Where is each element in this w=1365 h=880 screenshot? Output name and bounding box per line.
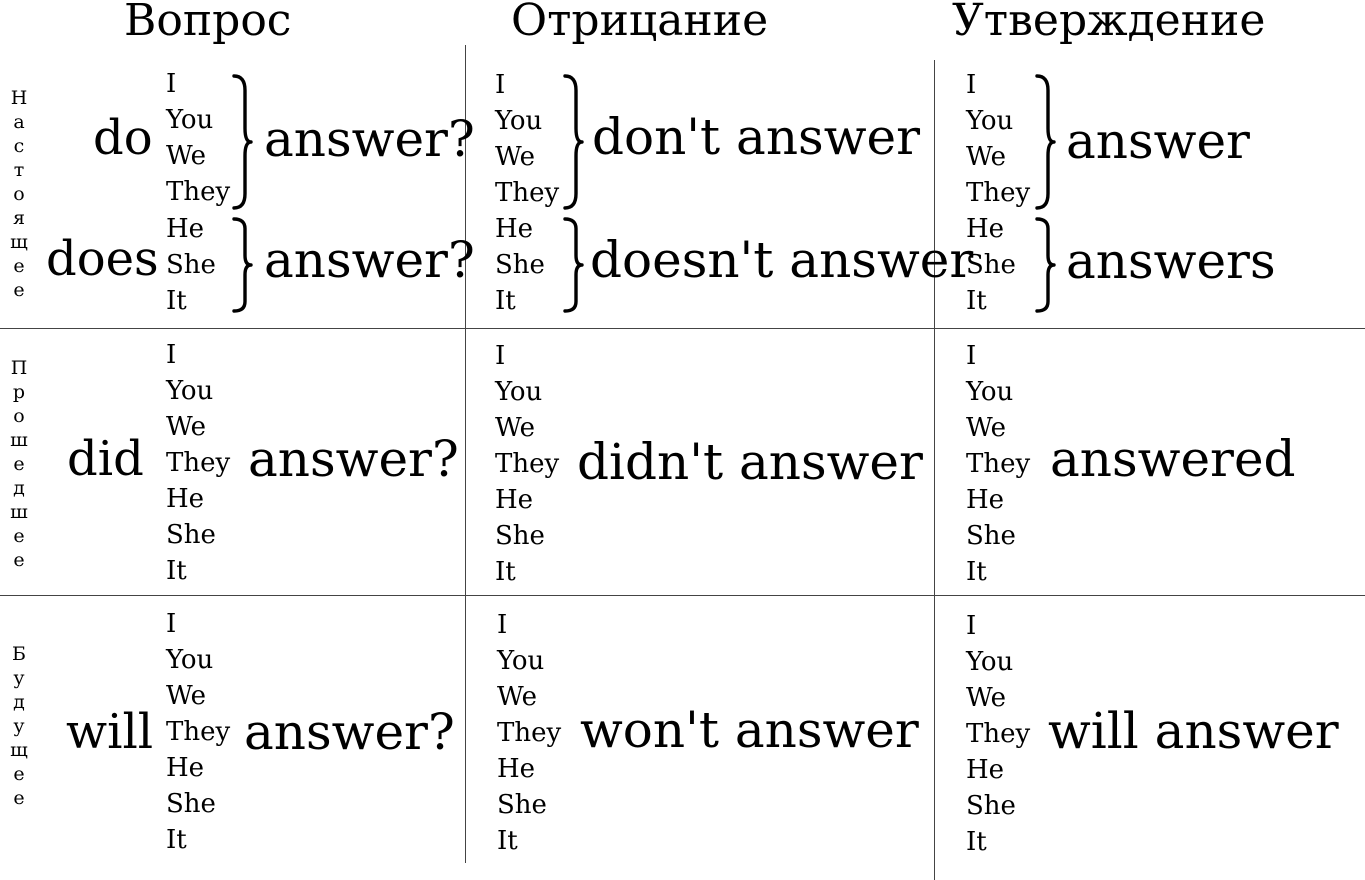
pronoun: He [966,485,1005,515]
future-question-verb: answer? [244,703,455,761]
pronoun: You [166,645,214,675]
present-question-pronouns-plural [166,66,230,210]
future-negation-verb: won't answer [580,701,919,759]
pronoun: He [495,214,534,244]
present-negation-pronouns-plural [495,67,559,211]
pronoun: I [966,341,977,371]
tense-letter: е [13,787,25,809]
pronoun: I [966,70,977,100]
pronoun: We [495,413,535,443]
pronoun: It [495,286,516,316]
tense-letter: щ [10,231,28,253]
past-question-verb: answer? [248,430,459,488]
curly-brace-icon [231,74,257,210]
pronoun: We [166,681,206,711]
tense-letter: я [13,207,25,229]
tense-letter: е [13,549,25,571]
pronoun: I [495,70,506,100]
future-question-aux: will [66,704,154,760]
column-divider-right [934,60,935,880]
pronoun: He [166,484,205,514]
pronoun: You [966,106,1014,136]
pronoun: It [166,825,187,855]
row-divider-past-future [0,595,1365,596]
tense-letter: Н [10,87,28,109]
pronoun: She [495,250,545,280]
present-question-pronouns-singular [166,211,216,319]
pronoun: We [497,682,537,712]
pronoun: She [166,520,216,550]
tense-letter: с [13,135,25,157]
pronoun: They [966,449,1031,479]
tense-letter: д [13,477,25,499]
tense-letter: ш [10,501,28,523]
past-affirmation-verb: answered [1050,430,1296,488]
curly-brace-icon [562,217,588,313]
pronoun: We [966,413,1006,443]
past-question-aux: did [67,431,144,487]
tense-letter: о [13,405,25,427]
present-question-aux-does: does [46,231,159,287]
pronoun: It [495,557,516,587]
tense-label-future [9,642,29,810]
present-affirmation-verb-singular: answers [1066,232,1276,290]
curly-brace-icon [562,74,588,210]
tense-letter: е [13,763,25,785]
pronoun: She [966,521,1016,551]
pronoun: He [497,754,536,784]
present-negation-verb-singular: doesn't answer [590,231,974,289]
pronoun: She [966,250,1016,280]
header-question: Вопрос [124,0,292,46]
tense-letter: е [13,279,25,301]
pronoun: They [495,178,560,208]
row-divider-present-past [0,328,1365,329]
pronoun: I [166,609,177,639]
pronoun: She [166,789,216,819]
pronoun: You [166,105,214,135]
tense-letter: о [13,183,25,205]
pronoun: We [166,141,206,171]
pronoun: They [166,448,231,478]
pronoun: I [497,610,508,640]
pronoun: It [166,286,187,316]
tense-letter: е [13,525,25,547]
pronoun: She [166,250,216,280]
pronoun: It [966,827,987,857]
pronoun: It [966,557,987,587]
curly-brace-icon [231,217,257,313]
tense-letter: Б [12,643,26,665]
pronoun: She [966,791,1016,821]
curly-brace-icon [1034,74,1060,210]
tense-letter: а [13,111,25,133]
past-negation-pronouns [495,338,559,590]
pronoun: We [966,683,1006,713]
pronoun: They [166,717,231,747]
pronoun: You [166,376,214,406]
pronoun: You [966,647,1014,677]
pronoun: They [166,177,231,207]
tense-label-present [9,86,29,302]
tense-letter: у [13,715,25,737]
present-affirmation-verb-plural: answer [1066,112,1250,170]
tense-letter: ш [10,429,28,451]
tense-label-past [9,356,29,572]
tense-letter: щ [10,739,28,761]
future-affirmation-pronouns [966,608,1030,860]
past-affirmation-pronouns [966,338,1030,590]
present-negation-pronouns-singular [495,211,545,319]
tense-letter: т [13,159,25,181]
pronoun: He [966,214,1005,244]
present-question-aux-do: do [93,110,153,166]
pronoun: She [497,790,547,820]
tense-letter: П [10,357,28,379]
pronoun: She [495,521,545,551]
pronoun: I [495,341,506,371]
pronoun: I [166,69,177,99]
pronoun: You [497,646,545,676]
pronoun: I [166,340,177,370]
pronoun: I [966,611,977,641]
header-affirmation: Утверждение [952,0,1266,46]
pronoun: We [166,412,206,442]
pronoun: They [497,718,562,748]
past-question-pronouns [166,337,230,589]
future-negation-pronouns [497,607,561,859]
tense-letter: у [13,667,25,689]
pronoun: You [495,377,543,407]
pronoun: We [966,142,1006,172]
present-affirmation-pronouns-plural [966,67,1030,211]
tense-letter: е [13,453,25,475]
pronoun: They [966,719,1031,749]
pronoun: He [966,755,1005,785]
tense-letter: е [13,255,25,277]
pronoun: It [966,286,987,316]
past-negation-verb: didn't answer [577,433,923,491]
pronoun: We [495,142,535,172]
present-affirmation-pronouns-singular [966,211,1016,319]
pronoun: They [495,449,560,479]
present-question-verb-plural: answer? [264,110,475,168]
pronoun: It [166,556,187,586]
pronoun: You [966,377,1014,407]
pronoun: He [166,753,205,783]
pronoun: You [495,106,543,136]
header-negation: Отрицание [511,0,769,46]
pronoun: It [497,826,518,856]
curly-brace-icon [1034,217,1060,313]
present-question-verb-singular: answer? [264,231,475,289]
tense-letter: д [13,691,25,713]
pronoun: He [166,214,205,244]
tense-letter: р [12,381,26,403]
future-question-pronouns [166,606,230,858]
pronoun: He [495,485,534,515]
present-negation-verb-plural: don't answer [592,108,921,166]
pronoun: They [966,178,1031,208]
future-affirmation-verb: will answer [1048,702,1339,760]
